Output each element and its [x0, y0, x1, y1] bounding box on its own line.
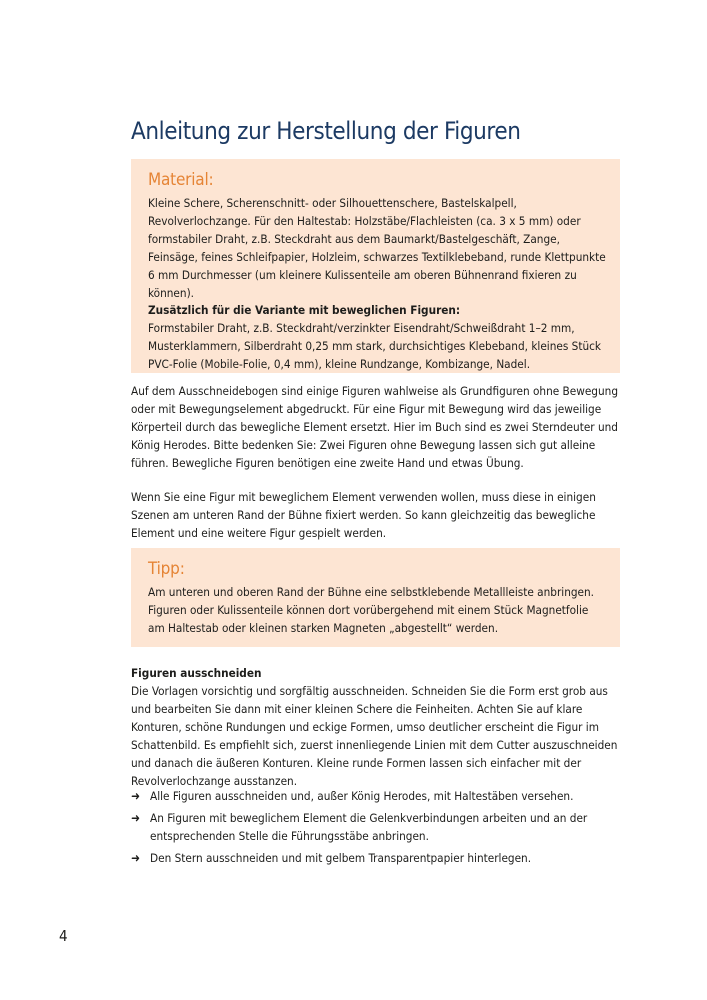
- section-paragraph: Die Vorlagen vorsichtig und sorgfältig ausschneiden. Schneiden Sie die Form erst grob aus und bearbeiten Sie dann mit einer kleinen Schere die Feinheiten. Achten Sie auf klare Konturen, schöne Rundungen und eckige Formen, umso deutlicher erscheint die Figur im Schattenbild. Es empfiehlt sich, zuerst innenliegende Linien mit dem Cutter auszuschneiden und danach die äußeren Konturen. Kleine runde Formen lassen sich einfacher mit der Revolverlochzange ausstanzen.: [131, 684, 618, 788]
- list-item: [131, 788, 620, 806]
- page-number: 4: [59, 927, 68, 945]
- intro-paragraph: Auf dem Ausschneidebogen sind einige Figuren wahlweise als Grundfiguren ohne Bewegung oder mit Bewegungselement abgedruckt. Für eine Figur mit Bewegung wird das jeweilige Körperteil durch das bewegliche Element ersetzt. Hier im Buch sind es zwei Sterndeuter und König Herodes. Bitte bedenken Sie: Zwei Figuren ohne Bewegung lassen sich gut alleine führen. Bewegliche Figuren benötigen eine zweite Hand und etwas Übung.: [131, 384, 618, 470]
- material-heading: Material:: [148, 170, 214, 190]
- instruction-list: [131, 788, 620, 872]
- list-item-text: Den Stern ausschneiden und mit gelbem Transparentpapier hinterlegen.: [150, 850, 532, 865]
- arrow-right-icon: ➜: [131, 850, 141, 865]
- list-item: [131, 850, 620, 868]
- arrow-right-icon: ➜: [131, 789, 141, 803]
- page-title: Anleitung zur Herstellung der Figuren: [131, 117, 521, 145]
- section-heading: Figuren ausschneiden: [131, 666, 262, 680]
- tipp-text: Am unteren und oberen Rand der Bühne eine selbstklebende Metallleiste anbringen. Figuren oder Kulissenteile können dort vorübergehend mit einem Stück Magnetfolie am Haltestab oder kleinen starken Magneten „abgestellt“ werden.: [148, 585, 595, 635]
- material-text: [148, 195, 606, 374]
- list-item-text: An Figuren mit beweglichem Element die Gelenkverbindungen arbeiten und an der entsprechenden Stelle die Führungsstäbe anbringen.: [150, 810, 588, 843]
- list-item: [131, 810, 620, 846]
- fixation-paragraph: Wenn Sie eine Figur mit beweglichem Element verwenden wollen, muss diese in einigen Szenen am unteren Rand der Bühne fixiert werden. So kann gleichzeitig das bewegliche Element und eine weitere Figur gespielt werden.: [131, 490, 596, 540]
- tipp-box: [131, 548, 620, 647]
- tipp-heading: Tipp:: [148, 559, 185, 579]
- material-box: [131, 159, 620, 373]
- variant-heading: Zusätzlich für die Variante mit beweglichen Figuren:: [148, 303, 461, 318]
- variant-list: Formstabiler Draht, z.B. Steckdraht/verzinkter Eisendraht/Schweißdraht 1–2 mm, Musterklammern, Silberdraht 0,25 mm stark, durchsichtiges Klebeband, kleines Stück PVC-Folie (Mobile-Folie, 0,4 mm), kleine Rundzange, Kombizange, Nadel.: [148, 321, 602, 372]
- material-list: Kleine Schere, Scherenschnitt- oder Silhouettenschere, Bastelskalpell, Revolverlochzange. Für den Haltestab: Holzstäbe/Flachleisten (ca. 3 x 5 mm) oder formstabiler Draht, z.B. Steckdraht aus dem Baumarkt/Bastelgeschäft, Zange, Feinsäge, feines Schleifpapier, Holzleim, schwarzes Textilklebeband, runde Klettpunkte 6 mm Durchmesser (um kleinere Kulissenteile am oberen Bühnenrand fixieren zu können).: [148, 196, 606, 300]
- arrow-right-icon: ➜: [131, 810, 141, 825]
- list-item-text: Alle Figuren ausschneiden und, außer König Herodes, mit Haltestäben versehen.: [150, 789, 574, 803]
